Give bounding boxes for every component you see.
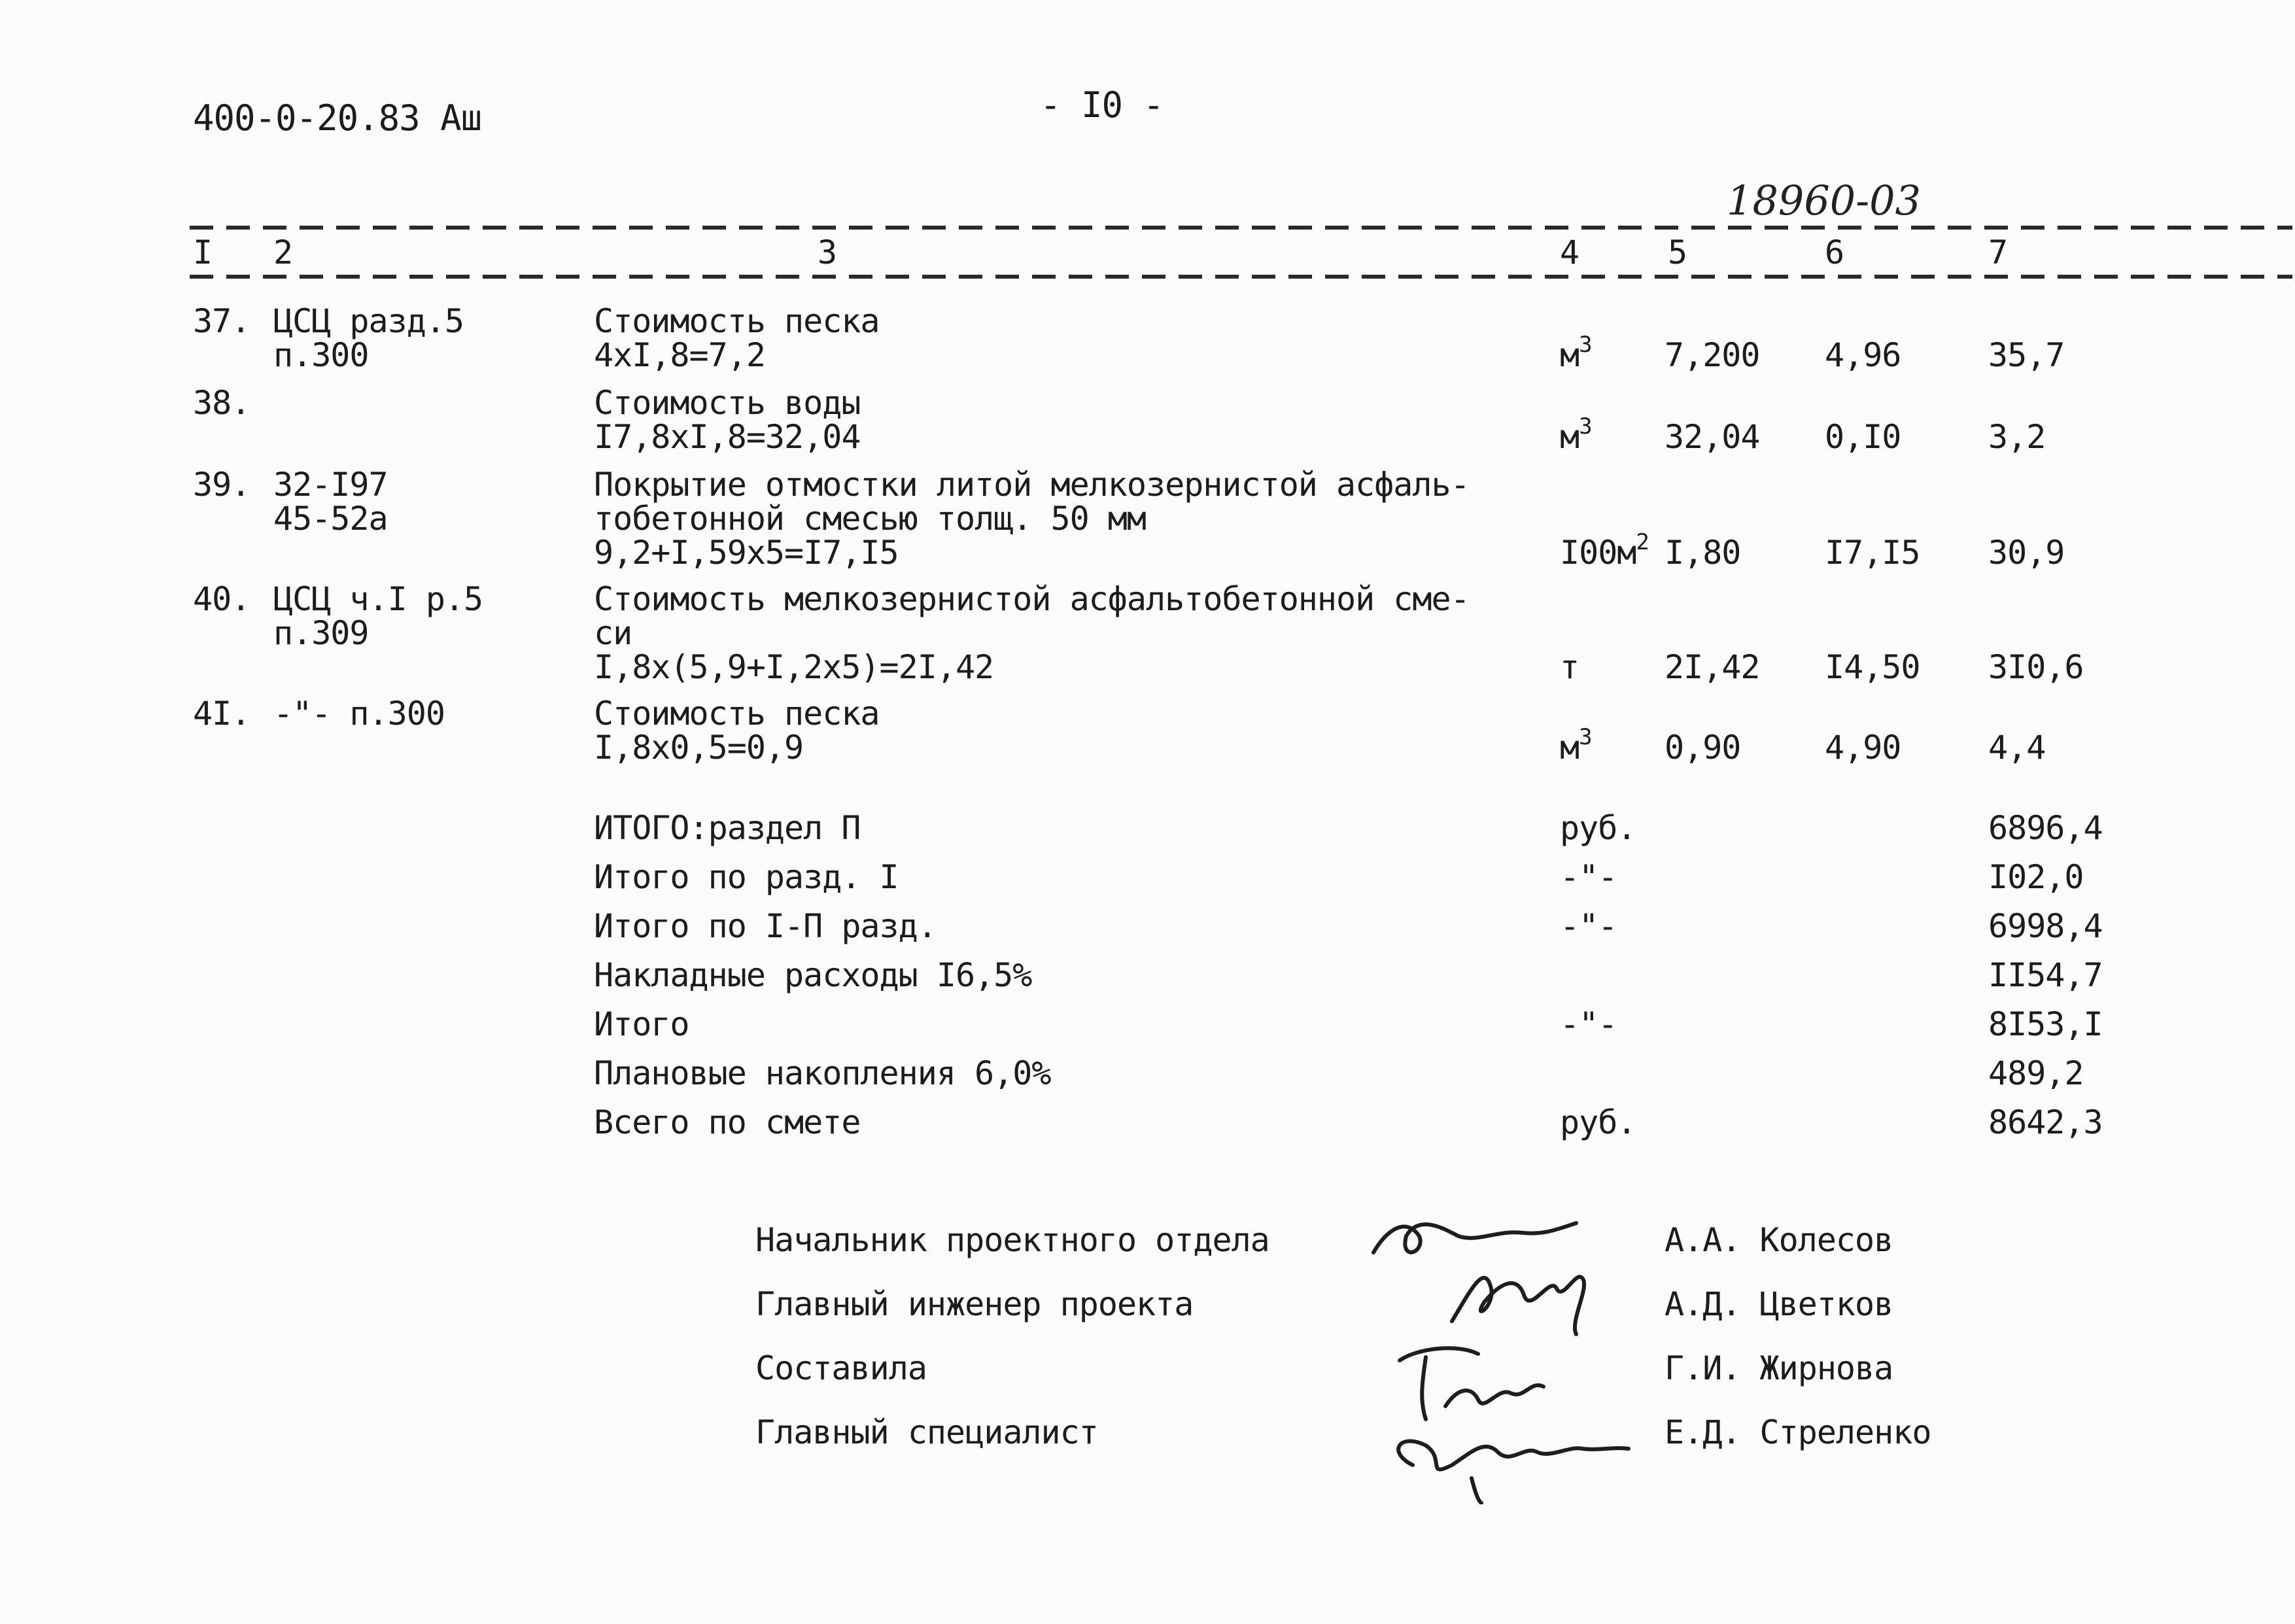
row-quantity: 0,90 [1665, 729, 1741, 767]
total-unit: -"- [1560, 858, 1617, 896]
row-description-line: I7,8хI,8=32,04 [594, 418, 861, 456]
header-rule-top [190, 226, 2292, 230]
total-value: 489,2 [1988, 1054, 2084, 1092]
row-unit-superscript: 3 [1579, 332, 1592, 358]
row-number: 37. [193, 302, 250, 340]
signature-name: А.А. Колесов [1665, 1221, 1893, 1259]
row-total: 30,9 [1988, 534, 2065, 572]
total-label: Итого по разд. I [594, 858, 899, 896]
row-number: 38. [193, 384, 250, 422]
row-description-line: I,8х(5,9+I,2х5)=2I,42 [594, 648, 994, 686]
row-number: 40. [193, 580, 250, 618]
row-total: 3,2 [1988, 418, 2046, 456]
total-unit: -"- [1560, 1005, 1617, 1043]
row-description-line: тобетонной смесью толщ. 50 мм [594, 500, 1146, 538]
total-value: II54,7 [1988, 956, 2103, 994]
row-description-line: I,8х0,5=0,9 [594, 729, 804, 767]
row-total: 4,4 [1988, 729, 2046, 767]
row-number: 39. [193, 466, 250, 504]
row-description-line: Стоимость песка [594, 695, 880, 733]
row-description-line: Стоимость воды [594, 384, 861, 422]
row-code-line: п.309 [273, 614, 369, 652]
row-number: 4I. [193, 695, 250, 733]
row-unit-price: I7,I5 [1825, 534, 1920, 572]
col-header-5: 5 [1668, 233, 1687, 271]
row-unit-price: 4,90 [1825, 729, 1901, 767]
row-unit-text: м [1560, 418, 1579, 456]
total-unit: руб. [1560, 809, 1636, 847]
row-quantity: 32,04 [1665, 418, 1760, 456]
total-label: Итого по I-П разд. [594, 907, 937, 945]
col-header-2: 2 [273, 233, 293, 271]
row-unit-text: м [1560, 336, 1579, 374]
total-value: 6998,4 [1988, 907, 2103, 945]
row-unit-text: I00м [1560, 534, 1636, 572]
row-code-line: 45-52а [273, 500, 388, 538]
row-unit [1560, 413, 1592, 456]
page-number: - I0 - [1040, 84, 1164, 126]
total-label: Плановые накопления 6,0% [594, 1054, 1051, 1092]
row-unit-superscript: 2 [1636, 529, 1649, 556]
col-header-4: 4 [1560, 233, 1579, 271]
signature-name: А.Д. Цветков [1665, 1285, 1893, 1323]
total-label: Накладные расходы I6,5% [594, 956, 1032, 994]
row-description-line: 9,2+I,59х5=I7,I5 [594, 534, 899, 572]
total-value: 6896,4 [1988, 809, 2103, 847]
row-unit [1560, 332, 1592, 374]
row-description-line: Покрытие отмостки литой мелкозернистой асфаль- [594, 466, 1470, 504]
row-unit-superscript: 3 [1579, 413, 1592, 440]
row-description-line: 4хI,8=7,2 [594, 336, 765, 374]
row-code-line: 32-I97 [273, 466, 388, 504]
row-description-line: Стоимость мелкозернистой асфальтобетонной сме- [594, 580, 1470, 618]
document-code: 400-0-20.83 Аш [193, 97, 482, 139]
total-label: ИТОГО:раздел П [594, 809, 861, 847]
row-description-line: Стоимость песка [594, 302, 880, 340]
row-code-line: -"- п.300 [273, 695, 445, 733]
row-unit-price: 4,96 [1825, 336, 1901, 374]
total-value: I02,0 [1988, 858, 2084, 896]
col-header-6: 6 [1825, 233, 1844, 271]
signature-name: Е.Д. Стреленко [1665, 1413, 1931, 1451]
row-unit [1560, 650, 1579, 684]
total-unit: руб. [1560, 1103, 1636, 1141]
row-unit-price: 0,I0 [1825, 418, 1901, 456]
header-rule-bottom [190, 275, 2292, 279]
row-unit [1560, 724, 1592, 767]
signature-role: Составила [755, 1349, 927, 1387]
row-quantity: 7,200 [1665, 336, 1760, 374]
row-total: 3I0,6 [1988, 648, 2084, 686]
row-code-line: ЦСЦ ч.I р.5 [273, 580, 483, 618]
row-total: 35,7 [1988, 336, 2065, 374]
signature-role: Главный специалист [755, 1413, 1098, 1451]
row-unit [1560, 529, 1649, 572]
row-code-line: п.300 [273, 336, 369, 374]
row-unit-price: I4,50 [1825, 648, 1920, 686]
row-unit-superscript: 3 [1579, 724, 1592, 751]
total-unit: -"- [1560, 907, 1617, 945]
row-unit-text: м [1560, 729, 1579, 767]
row-quantity: I,80 [1665, 534, 1741, 572]
row-unit-text: т [1560, 648, 1579, 686]
total-value: 8642,3 [1988, 1103, 2103, 1141]
signature-role: Главный инженер проекта [755, 1285, 1194, 1323]
total-value: 8I53,I [1988, 1005, 2103, 1043]
row-code-line: ЦСЦ разд.5 [273, 302, 464, 340]
row-description-line: си [594, 614, 632, 652]
signature-name: Г.И. Жирнова [1665, 1349, 1893, 1387]
col-header-3: 3 [818, 233, 837, 271]
handwritten-number: 18960-03 [1727, 177, 1922, 224]
total-label: Итого [594, 1005, 689, 1043]
total-label: Всего по смете [594, 1103, 861, 1141]
row-quantity: 2I,42 [1665, 648, 1760, 686]
handwritten-signatures [1360, 1190, 1648, 1504]
col-header-1: I [193, 233, 213, 271]
signature-role: Начальник проектного отдела [755, 1221, 1269, 1259]
col-header-7: 7 [1988, 233, 2008, 271]
